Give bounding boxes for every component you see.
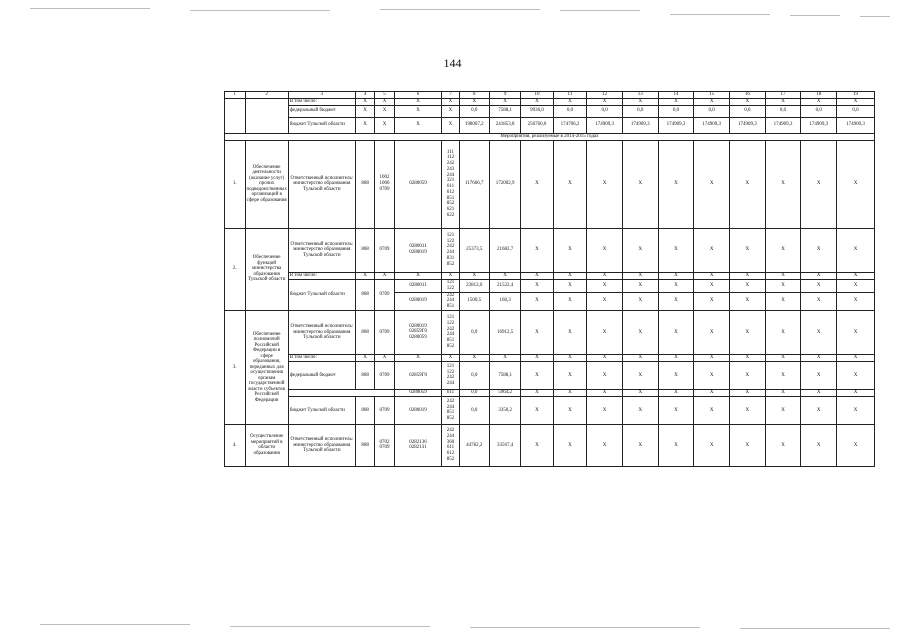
header-cell: 18 <box>801 92 837 99</box>
value-cell: Х <box>442 105 459 117</box>
value-cell: Х <box>837 424 875 466</box>
value-cell: Х <box>801 272 837 279</box>
value-cell: Х <box>658 140 694 228</box>
value-cell: Х <box>521 310 553 354</box>
value-cell: Х <box>765 389 801 396</box>
value-cell: Х <box>622 424 658 466</box>
value-cell: Х <box>489 272 520 279</box>
amount-2015: 3350,2 <box>489 396 520 424</box>
value-cell: Х <box>729 140 765 228</box>
program-table <box>224 91 875 467</box>
rzpr-code: 0709 <box>375 396 394 424</box>
header-cell: 13 <box>622 92 658 99</box>
rzpr-code: 0702 0709 <box>375 424 394 466</box>
value-cell: Х <box>521 228 553 272</box>
value-cell: Х <box>355 98 374 105</box>
row-label: В том числе: <box>288 272 355 279</box>
value-cell: Х <box>729 228 765 272</box>
value-cell: Х <box>394 354 442 361</box>
table-row <box>225 396 875 424</box>
value-cell: Х <box>765 310 801 354</box>
csr-code: 0280019 <box>394 292 442 310</box>
grbs-code: 808 <box>355 361 374 389</box>
csr-code: 0280011 <box>394 279 442 292</box>
value-cell: Х <box>837 279 875 292</box>
value-cell: Х <box>442 354 459 361</box>
value-cell: Х <box>553 98 587 105</box>
value-cell: Х <box>375 105 394 117</box>
header-cell: 3 <box>288 92 355 99</box>
value-cell: Х <box>658 389 694 396</box>
value-cell: Х <box>801 228 837 272</box>
value-cell: Х <box>801 140 837 228</box>
value-cell: Х <box>394 117 442 133</box>
value-cell: Х <box>694 279 730 292</box>
scan-artifact-line <box>790 15 840 16</box>
value-cell: Х <box>394 105 442 117</box>
value-cell: Х <box>729 310 765 354</box>
rzpr-code: 0709 <box>375 228 394 272</box>
amount-2015: 5964,2 <box>489 389 520 396</box>
value-cell: Х <box>587 354 623 361</box>
vr-code: 121 122 242 244 831 852 <box>442 228 459 272</box>
value-cell: Х <box>355 105 374 117</box>
vr-code: 121 122 <box>442 279 459 292</box>
value-cell: Х <box>587 140 623 228</box>
section-heading: Мероприятия, реализуемые в 2014-2015 годах <box>225 133 875 140</box>
scan-artifact-line <box>470 627 700 628</box>
value-cell: Х <box>553 389 587 396</box>
value-cell: 0,0 <box>694 105 730 117</box>
value-cell: 0,0 <box>622 105 658 117</box>
table-row <box>225 361 875 389</box>
scan-artifact-line <box>30 8 150 9</box>
value-cell: Х <box>553 396 587 424</box>
value-cell: Х <box>658 279 694 292</box>
value-cell: Х <box>765 98 801 105</box>
table-row <box>225 389 875 396</box>
value-cell: Х <box>587 279 623 292</box>
row-number: 4. <box>225 424 246 466</box>
value-cell: Х <box>553 292 587 310</box>
value-cell: Х <box>801 310 837 354</box>
value-cell: Х <box>587 272 623 279</box>
value-cell: Х <box>729 98 765 105</box>
value-cell: Х <box>622 310 658 354</box>
value-cell: Х <box>622 354 658 361</box>
header-cell: 19 <box>837 92 875 99</box>
value-cell: Х <box>355 354 374 361</box>
value-cell: Х <box>658 424 694 466</box>
value-cell: Х <box>837 354 875 361</box>
value-cell: 0,0 <box>729 105 765 117</box>
grbs-code: 808 <box>355 424 374 466</box>
amount-2014: 0,0 <box>459 389 489 396</box>
value-cell: Х <box>837 140 875 228</box>
amount-2014: 0,0 <box>459 310 489 354</box>
value-cell: 174909,3 <box>729 117 765 133</box>
value-cell: Х <box>587 389 623 396</box>
header-cell: 12 <box>587 92 623 99</box>
measure-row <box>225 228 875 272</box>
value-cell: Х <box>694 228 730 272</box>
value-cell: Х <box>553 424 587 466</box>
csr-code: 0280011 0280019 <box>394 228 442 272</box>
grbs-code: 808 <box>355 228 374 272</box>
amount-2014: 0,0 <box>459 361 489 389</box>
header-cell: 14 <box>658 92 694 99</box>
value-cell: 7588,1 <box>489 105 520 117</box>
value-cell: 174909,3 <box>622 117 658 133</box>
value-cell: Х <box>622 228 658 272</box>
header-cell: 2 <box>245 92 288 99</box>
header-cell: 8 <box>459 92 489 99</box>
value-cell: Х <box>489 98 520 105</box>
vr-code: 611 <box>442 389 459 396</box>
row-number: 1. <box>225 140 246 228</box>
value-cell: Х <box>489 354 520 361</box>
row-label: бюджет Тульской области <box>288 117 355 133</box>
amount-2014: 0,0 <box>459 396 489 424</box>
row-label: федеральный бюджет <box>288 361 355 389</box>
vr-code: 121 122 242 244 851 852 <box>442 310 459 354</box>
value-cell: Х <box>694 310 730 354</box>
row-number: 2. <box>225 228 246 310</box>
row-number: 3. <box>225 310 246 424</box>
empty-cell <box>288 389 394 396</box>
header-cell: 17 <box>765 92 801 99</box>
header-cell: 1 <box>225 92 246 99</box>
value-cell: Х <box>729 272 765 279</box>
value-cell: Х <box>658 396 694 424</box>
value-cell: Х <box>521 279 553 292</box>
csr-code: 0282136 0282131 <box>394 424 442 466</box>
value-cell: Х <box>765 292 801 310</box>
row-label: бюджет Тульской области <box>288 279 355 310</box>
value-cell: Х <box>375 117 394 133</box>
value-cell: Х <box>801 98 837 105</box>
value-cell: Х <box>658 98 694 105</box>
value-cell: 198067,2 <box>459 117 489 133</box>
rzpr-code: 0709 <box>375 279 394 310</box>
value-cell: Х <box>765 396 801 424</box>
value-cell: 0,0 <box>658 105 694 117</box>
vr-code: 242 244 851 <box>442 292 459 310</box>
value-cell: Х <box>622 279 658 292</box>
value-cell: Х <box>837 228 875 272</box>
amount-2015: 21522,4 <box>489 279 520 292</box>
value-cell: Х <box>765 361 801 389</box>
measure-name: Обеспечение функций министерства образования Тульской области <box>245 228 288 310</box>
value-cell: Х <box>801 389 837 396</box>
value-cell: Х <box>521 292 553 310</box>
value-cell: 174909,3 <box>801 117 837 133</box>
header-cell: 10 <box>521 92 553 99</box>
value-cell: Х <box>765 140 801 228</box>
value-cell: Х <box>694 424 730 466</box>
value-cell: Х <box>801 292 837 310</box>
value-cell: Х <box>801 354 837 361</box>
vr-code: 242 244 851 852 <box>442 396 459 424</box>
header-cell: 4 <box>355 92 374 99</box>
measure-name: Обеспечение полномочий Российской Федерации в сфере образования, переданных для осуществления органам государственной власти субъектов Российской Федерации <box>245 310 288 424</box>
value-cell: Х <box>658 354 694 361</box>
amount-2015: 172002,9 <box>489 140 520 228</box>
value-cell: Х <box>521 140 553 228</box>
value-cell: Х <box>521 98 553 105</box>
value-cell: Х <box>837 272 875 279</box>
value-cell: Х <box>622 396 658 424</box>
header-cell: 7 <box>442 92 459 99</box>
vr-code: 242 244 360 611 612 852 <box>442 424 459 466</box>
value-cell: 0,0 <box>801 105 837 117</box>
value-cell: Х <box>355 272 374 279</box>
value-cell: Х <box>587 424 623 466</box>
scan-artifact-line <box>860 16 890 17</box>
csr-code: 0280019 02859Г0 0280059 <box>394 310 442 354</box>
amount-2014: 1500,5 <box>459 292 489 310</box>
value-cell: 241853,8 <box>489 117 520 133</box>
scan-artifact-line <box>670 14 770 15</box>
value-cell: 174909,3 <box>837 117 875 133</box>
value-cell: Х <box>375 98 394 105</box>
grbs-code: 808 <box>355 140 374 228</box>
value-cell: Х <box>837 98 875 105</box>
value-cell: Х <box>459 272 489 279</box>
responsible-executor: Ответственный исполнитель: министерство образования Тульской области <box>288 228 355 272</box>
value-cell: Х <box>521 389 553 396</box>
value-cell: Х <box>521 272 553 279</box>
table-row <box>225 279 875 292</box>
header-cell: 16 <box>729 92 765 99</box>
amount-2015: 16912,5 <box>489 310 520 354</box>
grbs-code: 808 <box>355 310 374 354</box>
value-cell: Х <box>729 354 765 361</box>
value-cell: Х <box>587 361 623 389</box>
value-cell: Х <box>694 98 730 105</box>
value-cell: Х <box>553 361 587 389</box>
table-row <box>225 117 875 133</box>
value-cell: Х <box>622 361 658 389</box>
value-cell: Х <box>442 272 459 279</box>
value-cell: Х <box>729 396 765 424</box>
value-cell: Х <box>622 98 658 105</box>
row-label: В том числе: <box>288 354 355 361</box>
amount-2015: 33567,4 <box>489 424 520 466</box>
value-cell: Х <box>375 272 394 279</box>
value-cell: Х <box>837 396 875 424</box>
amount-2015: 7588,1 <box>489 361 520 389</box>
value-cell: Х <box>442 98 459 105</box>
value-cell: Х <box>553 228 587 272</box>
value-cell: Х <box>553 354 587 361</box>
measure-row <box>225 310 875 354</box>
header-cell: 11 <box>553 92 587 99</box>
value-cell: Х <box>553 140 587 228</box>
csr-code: 02859Г0 <box>394 361 442 389</box>
value-cell: Х <box>394 272 442 279</box>
measure-name: Осуществление мероприятий в области образования <box>245 424 288 466</box>
value-cell: Х <box>553 310 587 354</box>
responsible-executor: Ответственный исполнитель: министерство образования Тульской области <box>288 310 355 354</box>
value-cell: Х <box>694 140 730 228</box>
value-cell: Х <box>837 361 875 389</box>
measure-row <box>225 424 875 466</box>
empty-cell <box>245 98 288 133</box>
responsible-executor: Ответственный исполнитель: министерство образования Тульской области <box>288 424 355 466</box>
value-cell: 174909,3 <box>587 117 623 133</box>
scan-artifact-line <box>190 10 330 11</box>
page-number: 144 <box>443 56 462 70</box>
row-label: бюджет Тульской области <box>288 396 355 424</box>
scan-artifact-line <box>560 10 640 11</box>
rzpr-code: 0709 <box>375 361 394 389</box>
scan-artifact-line <box>230 626 430 627</box>
value-cell: Х <box>658 272 694 279</box>
value-cell: Х <box>521 396 553 424</box>
value-cell: Х <box>765 228 801 272</box>
value-cell: Х <box>729 279 765 292</box>
value-cell: Х <box>442 117 459 133</box>
header-cell: 9 <box>489 92 520 99</box>
value-cell: Х <box>521 354 553 361</box>
amount-2014: 23812,0 <box>459 279 489 292</box>
value-cell: Х <box>587 310 623 354</box>
value-cell: Х <box>837 310 875 354</box>
vr-code: 111 112 242 243 244 321 611 612 851 852 621 622 <box>442 140 459 228</box>
header-cell: 6 <box>394 92 442 99</box>
value-cell: Х <box>553 272 587 279</box>
measure-row <box>225 140 875 228</box>
value-cell: Х <box>375 354 394 361</box>
amount-2015: 160,3 <box>489 292 520 310</box>
section-heading-row <box>225 133 875 140</box>
value-cell: 0,0 <box>765 105 801 117</box>
header-cell: 15 <box>694 92 730 99</box>
value-cell: Х <box>837 389 875 396</box>
value-cell: Х <box>587 98 623 105</box>
value-cell: Х <box>658 292 694 310</box>
value-cell: Х <box>765 272 801 279</box>
measure-name: Обеспечение деятельности (оказание услуг) прочих подведомственных организаций в сфере образования <box>245 140 288 228</box>
value-cell: Х <box>729 389 765 396</box>
grbs-code: 808 <box>355 279 374 310</box>
value-cell: Х <box>622 292 658 310</box>
value-cell: Х <box>729 361 765 389</box>
value-cell: Х <box>801 279 837 292</box>
value-cell: Х <box>694 396 730 424</box>
value-cell: 174909,3 <box>765 117 801 133</box>
value-cell: Х <box>459 98 489 105</box>
table-row <box>225 105 875 117</box>
scan-artifact-line <box>380 9 540 10</box>
value-cell: 256760,0 <box>521 117 553 133</box>
value-cell: Х <box>801 424 837 466</box>
value-cell: Х <box>622 272 658 279</box>
row-label: федеральный бюджет <box>288 105 355 117</box>
amount-2014: 117666,7 <box>459 140 489 228</box>
value-cell: Х <box>694 354 730 361</box>
value-cell: Х <box>765 354 801 361</box>
value-cell: Х <box>394 98 442 105</box>
value-cell: Х <box>587 396 623 424</box>
value-cell: Х <box>765 424 801 466</box>
table-row <box>225 272 875 279</box>
csr-code: 0280059 <box>394 389 442 396</box>
value-cell: 174706,2 <box>553 117 587 133</box>
value-cell: Х <box>521 424 553 466</box>
value-cell: Х <box>765 279 801 292</box>
vr-code: 121 122 242 244 <box>442 361 459 389</box>
amount-2015: 21682,7 <box>489 228 520 272</box>
amount-2014: 25373,5 <box>459 228 489 272</box>
value-cell: Х <box>553 279 587 292</box>
value-cell: Х <box>622 140 658 228</box>
value-cell: Х <box>801 361 837 389</box>
value-cell: Х <box>694 361 730 389</box>
value-cell: 0,0 <box>553 105 587 117</box>
empty-cell <box>225 98 246 133</box>
value-cell: Х <box>729 424 765 466</box>
value-cell: Х <box>459 354 489 361</box>
responsible-executor: Ответственный исполнитель: министерство образования Тульской области <box>288 140 355 228</box>
rzpr-code: 1002 1006 0709 <box>375 140 394 228</box>
value-cell: 0,0 <box>459 105 489 117</box>
value-cell: 174909,3 <box>658 117 694 133</box>
value-cell: Х <box>801 396 837 424</box>
table-row <box>225 98 875 105</box>
grbs-code: 808 <box>355 396 374 424</box>
value-cell: Х <box>658 310 694 354</box>
value-cell: Х <box>658 361 694 389</box>
value-cell: Х <box>521 361 553 389</box>
value-cell: 9936,0 <box>521 105 553 117</box>
csr-code: 0280059 <box>394 140 442 228</box>
value-cell: Х <box>694 272 730 279</box>
csr-code: 0280019 <box>394 396 442 424</box>
rzpr-code: 0709 <box>375 310 394 354</box>
table-row <box>225 354 875 361</box>
value-cell: Х <box>622 389 658 396</box>
amount-2014: 44782,2 <box>459 424 489 466</box>
scan-artifact-line <box>740 628 890 629</box>
value-cell: Х <box>658 228 694 272</box>
value-cell: 174909,3 <box>694 117 730 133</box>
value-cell: Х <box>355 117 374 133</box>
scan-artifact-line <box>40 624 190 625</box>
value-cell: Х <box>837 292 875 310</box>
value-cell: Х <box>694 389 730 396</box>
header-cell: 5 <box>375 92 394 99</box>
value-cell: 0,0 <box>587 105 623 117</box>
value-cell: Х <box>587 292 623 310</box>
value-cell: Х <box>587 228 623 272</box>
value-cell: Х <box>729 292 765 310</box>
row-label: В том числе: <box>288 98 355 105</box>
value-cell: 0,0 <box>837 105 875 117</box>
value-cell: Х <box>694 292 730 310</box>
